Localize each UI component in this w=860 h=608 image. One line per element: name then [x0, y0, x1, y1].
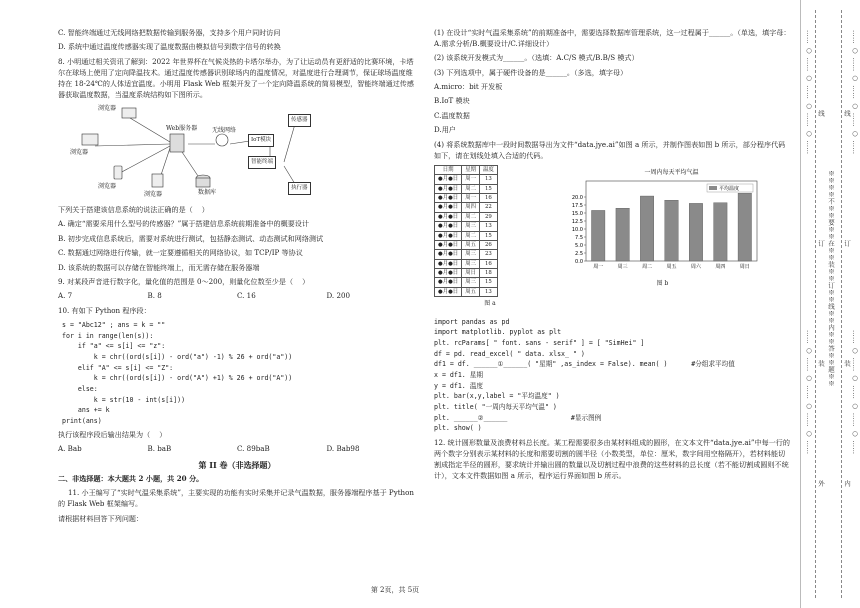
figure-b-caption: 图 b: [656, 279, 669, 287]
x-tick-label: 周六: [690, 263, 701, 270]
code-line: y = df1. 温度: [434, 381, 483, 390]
q10-code: [62, 320, 416, 427]
table-cell: ●月●日: [435, 184, 462, 193]
phone-icon: [114, 166, 122, 179]
figure-b: [560, 165, 765, 288]
y-tick-label: 15.0: [571, 210, 583, 217]
table-cell: 周二: [462, 231, 480, 240]
server-icon: [170, 134, 184, 152]
binding-label-line: 线: [817, 110, 825, 117]
q9-options: [58, 291, 416, 302]
table-cell: ●月●日: [435, 222, 462, 231]
table-row: [435, 240, 498, 249]
table-row: [435, 231, 498, 240]
bar: [689, 203, 702, 261]
y-tick-label: 17.5: [571, 202, 583, 209]
legend-label: 平均温度: [719, 185, 740, 192]
code-line: plt. title( "一周内每天平均气温" ): [434, 402, 557, 411]
code-line: x = df1. 星期: [434, 370, 483, 379]
q11-part4: (4) 将系统数据库中一段时间数据导出为文件“data.jye.ai”如图 a 所示，并制作图表如图 b 所示，部分程序代码如下，请在划线处填入合适的代码。: [434, 139, 786, 160]
table-cell: 周二: [462, 184, 480, 193]
table-cell: 周三: [462, 222, 480, 231]
code-line: for i in range(len(s)):: [62, 331, 154, 340]
q8-option-c: C. 数据通过网络进行传输，就一定要遵循相关的网络协议，如 TCP/IP 等协议: [58, 248, 303, 258]
bar: [640, 196, 653, 261]
table-cell: ●月●日: [435, 269, 462, 278]
bar: [665, 200, 678, 261]
binding-label-fix-2: 装: [843, 360, 851, 367]
x-tick-label: 周二: [642, 263, 653, 270]
q8-option-d: D. 该系统的数据可以存储在智能终端上，而无需存储在服务器端: [58, 262, 260, 272]
table-cell: ●月●日: [435, 231, 462, 240]
binding-dots: …… ○ …… ○ …… ○ …… ○ ……: [805, 30, 813, 155]
q10-option-a: A. Bab: [58, 444, 82, 454]
laptop-icon: [122, 108, 136, 118]
q9-option-a: A. 7: [58, 291, 73, 301]
binding-label-outer: 外: [817, 480, 825, 487]
binding-dots: …… ○ …… ○ …… ○ …… ○ ……: [851, 30, 859, 155]
q11-part3-option-d: D.用户: [434, 125, 456, 135]
table-row: [435, 250, 498, 259]
y-tick-label: 5.0: [575, 242, 583, 249]
actuator-box: 执行器: [288, 182, 311, 195]
y-tick-label: 7.5: [575, 234, 583, 241]
x-tick-label: 周四: [715, 263, 726, 270]
q10-stem: 执行该程序段后输出结果为（ ）: [58, 429, 167, 439]
table-row: [435, 212, 498, 221]
y-tick-label: 12.5: [571, 218, 583, 225]
code-line: elif "A" <= s[i] <= "Z":: [62, 363, 174, 372]
table-cell: 周一: [462, 175, 480, 184]
q7-option-d: D. 系统中通过温度传感器实现了温度数据由模拟信号到数字信号的转换: [58, 42, 281, 52]
chart-title: 一周内每天平均气温: [644, 168, 699, 176]
binding-label-inner: 内: [843, 480, 851, 487]
code-line: plt. ______②______ #显示图例: [434, 413, 602, 422]
table-row: [435, 287, 498, 296]
bar: [616, 208, 629, 261]
binding-label-bind: 订: [817, 240, 825, 247]
table-cell: 29: [480, 212, 498, 221]
figure-a-caption: 图 a: [484, 300, 496, 308]
figures-row: [434, 165, 792, 309]
x-tick-label: 周五: [666, 263, 677, 270]
wifi-icon: [216, 134, 228, 146]
binding-label-bind-2: 订: [843, 240, 851, 247]
binding-label-fix: 装: [817, 360, 825, 367]
y-tick-label: 20.0: [571, 194, 583, 201]
q11-part3-option-a: A.micro：bit 开发板: [434, 82, 503, 92]
table-cell: ●月●日: [435, 240, 462, 249]
code-line: plt. show( ): [434, 424, 482, 433]
q9-option-c: C. 16: [237, 291, 256, 301]
x-tick-label: 周一: [593, 263, 604, 270]
bar: [714, 203, 727, 261]
x-tick-label: 周日: [739, 263, 750, 270]
table-row: [435, 222, 498, 231]
q9-option-b: B. 8: [147, 291, 162, 301]
data-table: [434, 165, 498, 297]
code-line: if "a" <= s[i] <= "z":: [62, 342, 166, 351]
table-cell: 13: [480, 222, 498, 231]
table-cell: 18: [480, 269, 498, 278]
q9-text: 9. 对某段声音进行数字化，量化值的范围是 0～200，则量化位数至少是（ ）: [58, 276, 310, 286]
browser-label-bottom-2: 浏览器: [144, 191, 163, 199]
q8-stem: 下列关于搭建该信息系统的说法正确的是（ ）: [58, 205, 209, 215]
table-cell: 15: [480, 278, 498, 287]
table-cell: ●月●日: [435, 212, 462, 221]
table-cell: 15: [480, 231, 498, 240]
q12-text: 12. 统计圆形数量及浪费材料总长度。某工程需要很多由某材料组成的圆形，在文本文件“data.jye.ai”中每一行的两个数字分别表示某材料的长度和需要切割的圆半径（小数类型，单位：厘米，数字间用空格隔开），若材料能切割成指定半径的圆形，要求统计并输出圆的数量以及切割过程中浪费的这些材料的总长度（若不能切割成圆则不统计），文本文件数据如图 a 所示，程序运行界面如图 b 所示。: [434, 437, 790, 480]
table-row: [435, 184, 498, 193]
binding-dots: …… ○ …… ○ …… ○ …… ○ ……: [851, 330, 859, 455]
q10-option-d: D. Bab98: [326, 444, 360, 454]
code-line: s = "Abc12" ; ans = k = "": [62, 321, 166, 330]
q10-option-c: C. 89baB: [237, 444, 270, 454]
code-line: k = chr((ord(s[i]) - ord("A") +1) % 26 + ord("A")): [62, 374, 293, 383]
y-tick-label: 0.0: [575, 258, 583, 265]
q8-option-a: A. 确定“需要采用什么型号的传感器？”属于搭建信息系统前期准备中的概要设计: [58, 219, 309, 229]
table-cell: 16: [480, 259, 498, 268]
table-cell: 周二: [462, 212, 480, 221]
table-cell: ●月●日: [435, 175, 462, 184]
tablet-icon: [152, 174, 163, 187]
table-row: [435, 175, 498, 184]
page-footer: 第 2页，共 5页: [370, 586, 420, 594]
table-cell: 周四: [462, 203, 480, 212]
code-line: import matplotlib. pyplot as plt: [434, 328, 562, 337]
webserver-label: Web服务器: [166, 125, 198, 133]
seal-warning: ※※※※不※※要※※在※※装※※订※※线※※内※※答※※题※※: [827, 170, 835, 387]
table-row: [435, 269, 498, 278]
table-cell: ●月●日: [435, 203, 462, 212]
bar-chart: [560, 165, 765, 277]
table-header-row: [435, 165, 498, 174]
monitor-icon: [82, 134, 98, 145]
table-cell: 13: [480, 287, 498, 296]
table-cell: 15: [480, 184, 498, 193]
y-tick-label: 2.5: [575, 250, 583, 257]
q11-text: 11. 小王编写了“实时气温采集系统”，主要实现的功能有实时采集并记录气温数据，服务器端程序基于 Python 的 Flask Web 框架编写。: [58, 488, 417, 509]
sensor-box: 传感器: [288, 114, 311, 127]
q10-option-b: B. baB: [147, 444, 172, 454]
binding-dash-line: [815, 10, 816, 598]
code-line: print(ans): [62, 417, 102, 426]
code-line: import pandas as pd: [434, 317, 510, 326]
left-column: [58, 28, 416, 528]
bar: [738, 193, 751, 261]
figure-a: [434, 165, 546, 309]
q11-part3: (3) 下列选项中，属于硬件设备的是______。（多选，填字母）: [434, 67, 628, 77]
q11-read: 请根据材料回答下列问题：: [58, 513, 144, 523]
table-cell: 周五: [462, 240, 480, 249]
code-line: k = chr((ord(s[i]) - ord("a") -1) % 26 + ord("a")): [62, 353, 293, 362]
y-tick-label: 10.0: [571, 226, 583, 233]
q11-part1: (1) 在设计“实时气温采集系统”的前期准备中，需要选择数据库管理系统，这一过程属于______。（单选，填字母：A.需求分析/B.概要设计/C.详细设计）: [434, 28, 791, 48]
system-diagram: [70, 104, 320, 199]
code-line: k = str(10 - int(s[i])): [62, 395, 186, 404]
q8-option-b: B. 初步完成信息系统后，需要对系统进行测试，包括静态测试、动态测试和网络测试: [58, 233, 324, 243]
table-cell: ●月●日: [435, 259, 462, 268]
table-row: [435, 278, 498, 287]
table-row: [435, 203, 498, 212]
table-cell: 13: [480, 175, 498, 184]
code-line: df1 = df. ______①______( "星期" ,as_index = False). mean( ) #分组求平均值: [434, 360, 735, 369]
table-cell: 26: [480, 240, 498, 249]
q11-part2: (2) 该系统开发模式为______。（选填：A.C/S 模式/B.B/S 模式）: [434, 53, 639, 63]
table-cell: ●月●日: [435, 194, 462, 203]
table-cell: 周三: [462, 250, 480, 259]
database-label: 数据库: [198, 189, 217, 197]
table-cell: 周三: [462, 259, 480, 268]
right-column: [434, 28, 792, 485]
x-tick-label: 周三: [617, 263, 628, 270]
binding-label-line-2: 线: [843, 110, 851, 117]
iot-module-box: IoT模块: [248, 134, 274, 147]
table-cell: 周三: [462, 278, 480, 287]
legend-swatch: [709, 186, 717, 190]
table-cell: ●月●日: [435, 278, 462, 287]
table-header: 星期: [462, 165, 480, 174]
binding-dots: …… ○ …… ○ …… ○ …… ○ ……: [805, 330, 813, 455]
table-cell: 16: [480, 194, 498, 203]
binding-dash-line: [841, 10, 842, 598]
table-cell: 23: [480, 250, 498, 259]
table-cell: ●月●日: [435, 287, 462, 296]
q11-code: [434, 317, 792, 434]
q7-option-c: C. 智能终端通过无线网络把数据传输到服务器，支持多个用户同时访问: [58, 28, 281, 37]
q9-option-d: D. 200: [326, 291, 350, 301]
section-title: 第 II 卷（非选择题）: [198, 459, 276, 470]
bar: [591, 210, 604, 261]
table-cell: 周一: [462, 194, 480, 203]
terminal-box: 智能终端: [248, 156, 276, 169]
browser-label-bottom: 浏览器: [98, 183, 117, 191]
q8-text: 8. 小明通过相关资讯了解到：2022 年世界杯在气候炎热的卡塔尔举办，为了让运动员有更舒适的比赛环境，卡塔尔在球场上使用了定向降温技术。通过温度传感器识别球场内的温度情况，对温度进行合理调节，保证球场温度维持在 18-24℃的人体适宜温度。小明用 Flask Web 框架开发了一个定向降温系统的简易模型，智能终端通过传感器获取温度数据，当温度系统结构如下图所示。: [58, 56, 414, 99]
wifi-label: 无线网络: [212, 127, 237, 135]
q11-part3-option-b: B.IoT 模块: [434, 96, 470, 106]
table-cell: 22: [480, 203, 498, 212]
table-header: 温度: [480, 165, 498, 174]
q10-options: [58, 444, 416, 455]
table-header: 日期: [435, 165, 462, 174]
browser-label-left: 浏览器: [70, 149, 89, 157]
section-subtitle: 二、非选择题：本大题共 2 小题，共 20 分。: [58, 473, 204, 483]
q10-text: 10. 有如下 Python 程序段：: [58, 305, 151, 315]
code-line: plt. bar(x,y,label = "平均温度" ): [434, 392, 560, 401]
binding-strip: [800, 0, 860, 608]
q11-part3-option-c: C.温度数据: [434, 110, 470, 120]
code-line: plt. rcParams[ " font. sans - serif" ] = [ "SimHei" ]: [434, 338, 645, 347]
table-row: [435, 194, 498, 203]
code-line: else:: [62, 385, 98, 394]
table-cell: 周五: [462, 287, 480, 296]
table-row: [435, 259, 498, 268]
browser-label-top: 浏览器: [98, 105, 117, 113]
table-cell: ●月●日: [435, 250, 462, 259]
code-line: ans += k: [62, 406, 110, 415]
table-cell: 周日: [462, 269, 480, 278]
code-line: df = pd. read_excel( " data. xlsx_ " ): [434, 349, 585, 358]
